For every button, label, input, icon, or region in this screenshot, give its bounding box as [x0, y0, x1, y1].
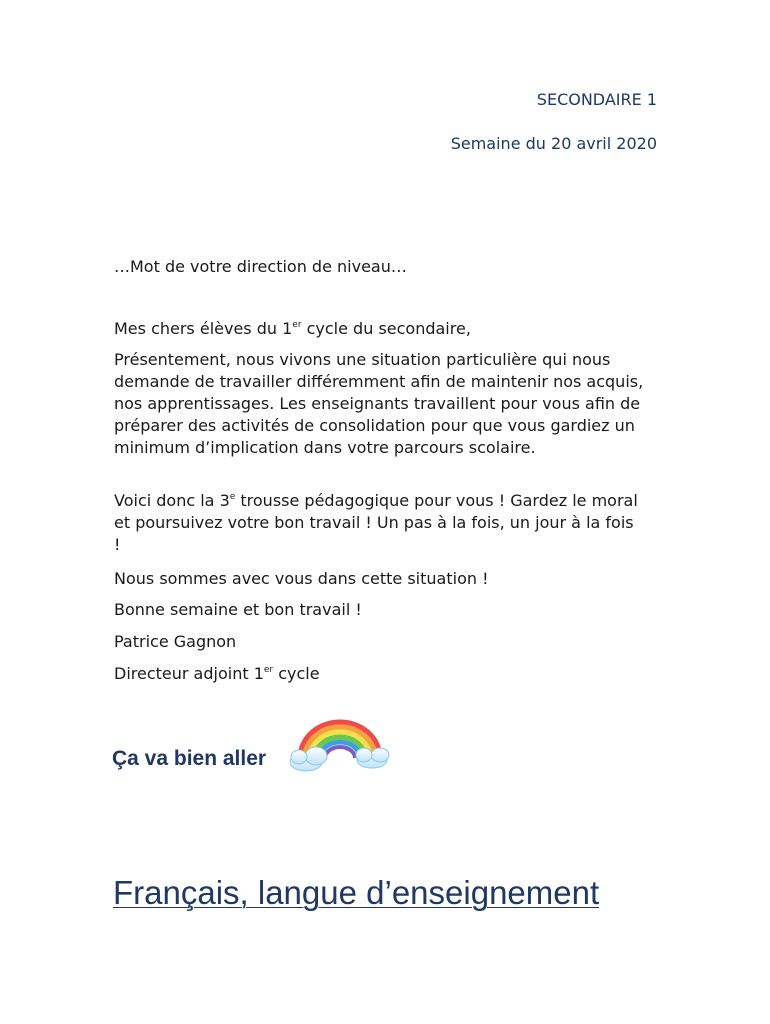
paragraph2-suffix: trousse pédagogique pour vous ! Gardez le moral et poursuivez votre bon travail ! Un pas à la fois, un jour à la fois ! — [114, 491, 638, 554]
letter-paragraph-support: Nous sommes avec vous dans cette situation ! — [114, 569, 489, 588]
letter-closing: Bonne semaine et bon travail ! — [114, 600, 362, 619]
section-title-french: Français, langue d’enseignement — [113, 874, 600, 911]
signature-title — [114, 663, 674, 685]
slogan-text: Ça va bien aller — [112, 747, 267, 770]
letter-greeting — [114, 318, 674, 340]
signature-name: Patrice Gagnon — [114, 632, 237, 651]
week-date-label: Semaine du 20 avril 2020 — [450, 134, 657, 153]
paragraph2-prefix: Voici donc la 3 — [114, 491, 230, 510]
signature-title-superscript: er — [263, 664, 274, 675]
greeting-superscript: er — [292, 319, 302, 330]
rainbow-with-clouds-icon — [286, 712, 394, 778]
signature-title-prefix: Directeur adjoint 1 — [114, 664, 264, 683]
letter-intro: …Mot de votre direction de niveau… — [114, 257, 407, 276]
letter-paragraph-kit — [114, 490, 644, 556]
greeting-prefix: Mes chers élèves du 1 — [114, 319, 293, 338]
letter-paragraph-situation: Présentement, nous vivons une situation particulière qui nous demande de travailler différemment afin de maintenir nos acquis, nos apprentissages. Les enseignants travaillent pour vous afin de préparer des activités de consolidation pour que vous gardiez un minimum d’implication dans votre parcours scolaire. — [114, 350, 644, 457]
paragraph2-superscript: e — [229, 491, 236, 502]
grade-level-label: SECONDAIRE 1 — [536, 90, 657, 109]
greeting-suffix: cycle du secondaire, — [301, 319, 471, 338]
signature-title-suffix: cycle — [273, 664, 320, 683]
